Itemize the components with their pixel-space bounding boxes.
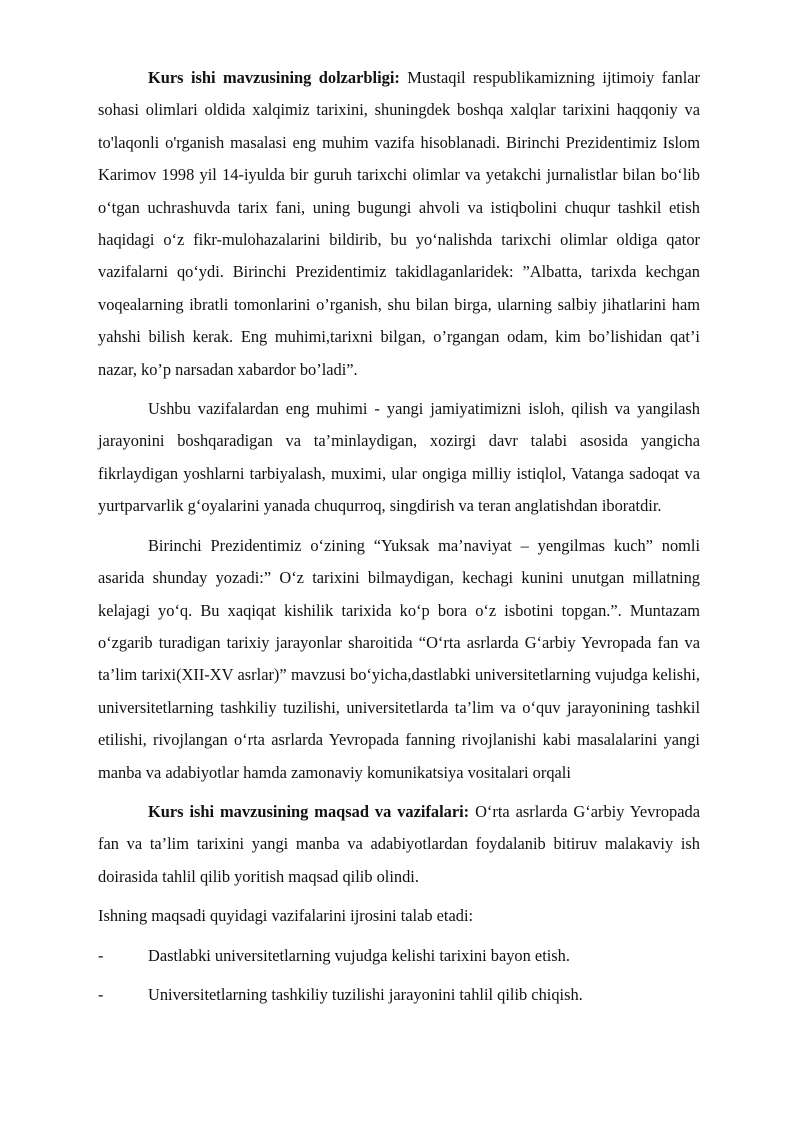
list-item [98,979,700,1011]
tasks-intro: Ishning maqsadi quyidagi vazifalarini ijrosini talab etadi: [98,906,474,926]
list-item-text: Dastlabki universitetlarning vujudga kelishi tarixini bayon etish. [148,945,570,965]
goals-text: O‘rta asrlarda G‘arbiy Yevropada fan va ta’lim tarixini yangi manba va adabiyotlardan foydalanib bitiruv malakaviy ish doirasida tahlil qilib yoritish maqsad qilib olindi. [98,801,700,886]
list-bullet: - [98,945,104,965]
tasks-importance-paragraph: Ushbu vazifalardan eng muhimi - yangi jamiyatimizni isloh, qilish va yangilash jarayonini boshqaradigan va ta’minlaydigan, xozirgi davr talabi asosida yangicha fikrlaydigan yoshlarni tarbiyalash, muximi, ular ongiga milliy istiqlol, Vatanga sadoqat va yurtparvarlik g‘oyalarini yanada chuqurroq, singdirish va teran anglatishdan iboratdir. [98,399,700,516]
list-item-text: Universitetlarning tashkiliy tuzilishi jarayonini tahlil qilib chiqish. [148,984,583,1004]
relevance-heading: Kurs ishi mavzusining dolzarbligi: [148,68,400,87]
goals-paragraph [98,796,700,893]
relevance-text: Mustaqil respublikamizning ijtimoiy fanlar sohasi olimlari oldida xalqimiz tarixini, shuningdek boshqa xalqlar tarixini haqqoniy va to'laqonli o'rganish masalasi eng muhim vazifa hisoblanadi. Birinchi Prezidentimiz Islom Karimov 1998 yil 14-iyulda bir guruh tarixchi olimlar va yetakchi jurnalistlar bilan bo‘lib o‘tgan uchrashuvda tarix fani, uning bugungi ahvoli va istiqbolini chuqur tashkil etish haqidagi o‘z fikr-mulohazalarini bildirib, bu yo‘nalishda tarixchi olimlar oldiga qator vazifalarni qo‘ydi. Birinchi Prezidentimiz takidlaganlaridek: ”Albatta, tarixda kechgan voqealarning ibratli tomonlarini o’rganish, shu bilan birga, ularning salbiy jihatlarini ham yahshi bilish kerak. Eng muhimi,tarixni bilgan, o’rgangan odam, kim bo’lishidan qat’i nazar, ko’p narsadan xabardor bo’ladi”. [98,68,700,379]
list-bullet: - [98,984,104,1004]
list-item [98,940,700,972]
goals-heading: Kurs ishi mavzusining maqsad va vazifalari: [148,801,470,821]
relevance-paragraph [98,62,700,386]
document-page [98,62,700,1018]
quote-paragraph: Birinchi Prezidentimiz o‘zining “Yuksak ma’naviyat – yengilmas kuch” nomli asarida shunday yozadi:” O‘z tarixini bilmaydigan, kechagi kunini unutgan millatning kelajagi yo‘q. Bu xaqiqat kishilik tarixida ko‘p bora o‘z isbotini topgan.”. Muntazam o‘zgarib turadigan tarixiy jarayonlar sharoitida “O‘rta asrlarda G‘arbiy Yevropada fan va ta’lim tarixi(XII-XV asrlar)” mavzusi bo‘yicha,dastlabki universitetlarning vujudga kelishi, universitetlarning tashkiliy tuzilishi, universitetlarda ta’lim va o‘quv jarayonining tashkil etilishi, rivojlangan o‘rta asrlarda Yevropada fanning rivojlanishi kabi masalalarini yangi manba va adabiyotlar hamda zamonaviy komunikatsiya vositalari orqali [98,535,700,782]
